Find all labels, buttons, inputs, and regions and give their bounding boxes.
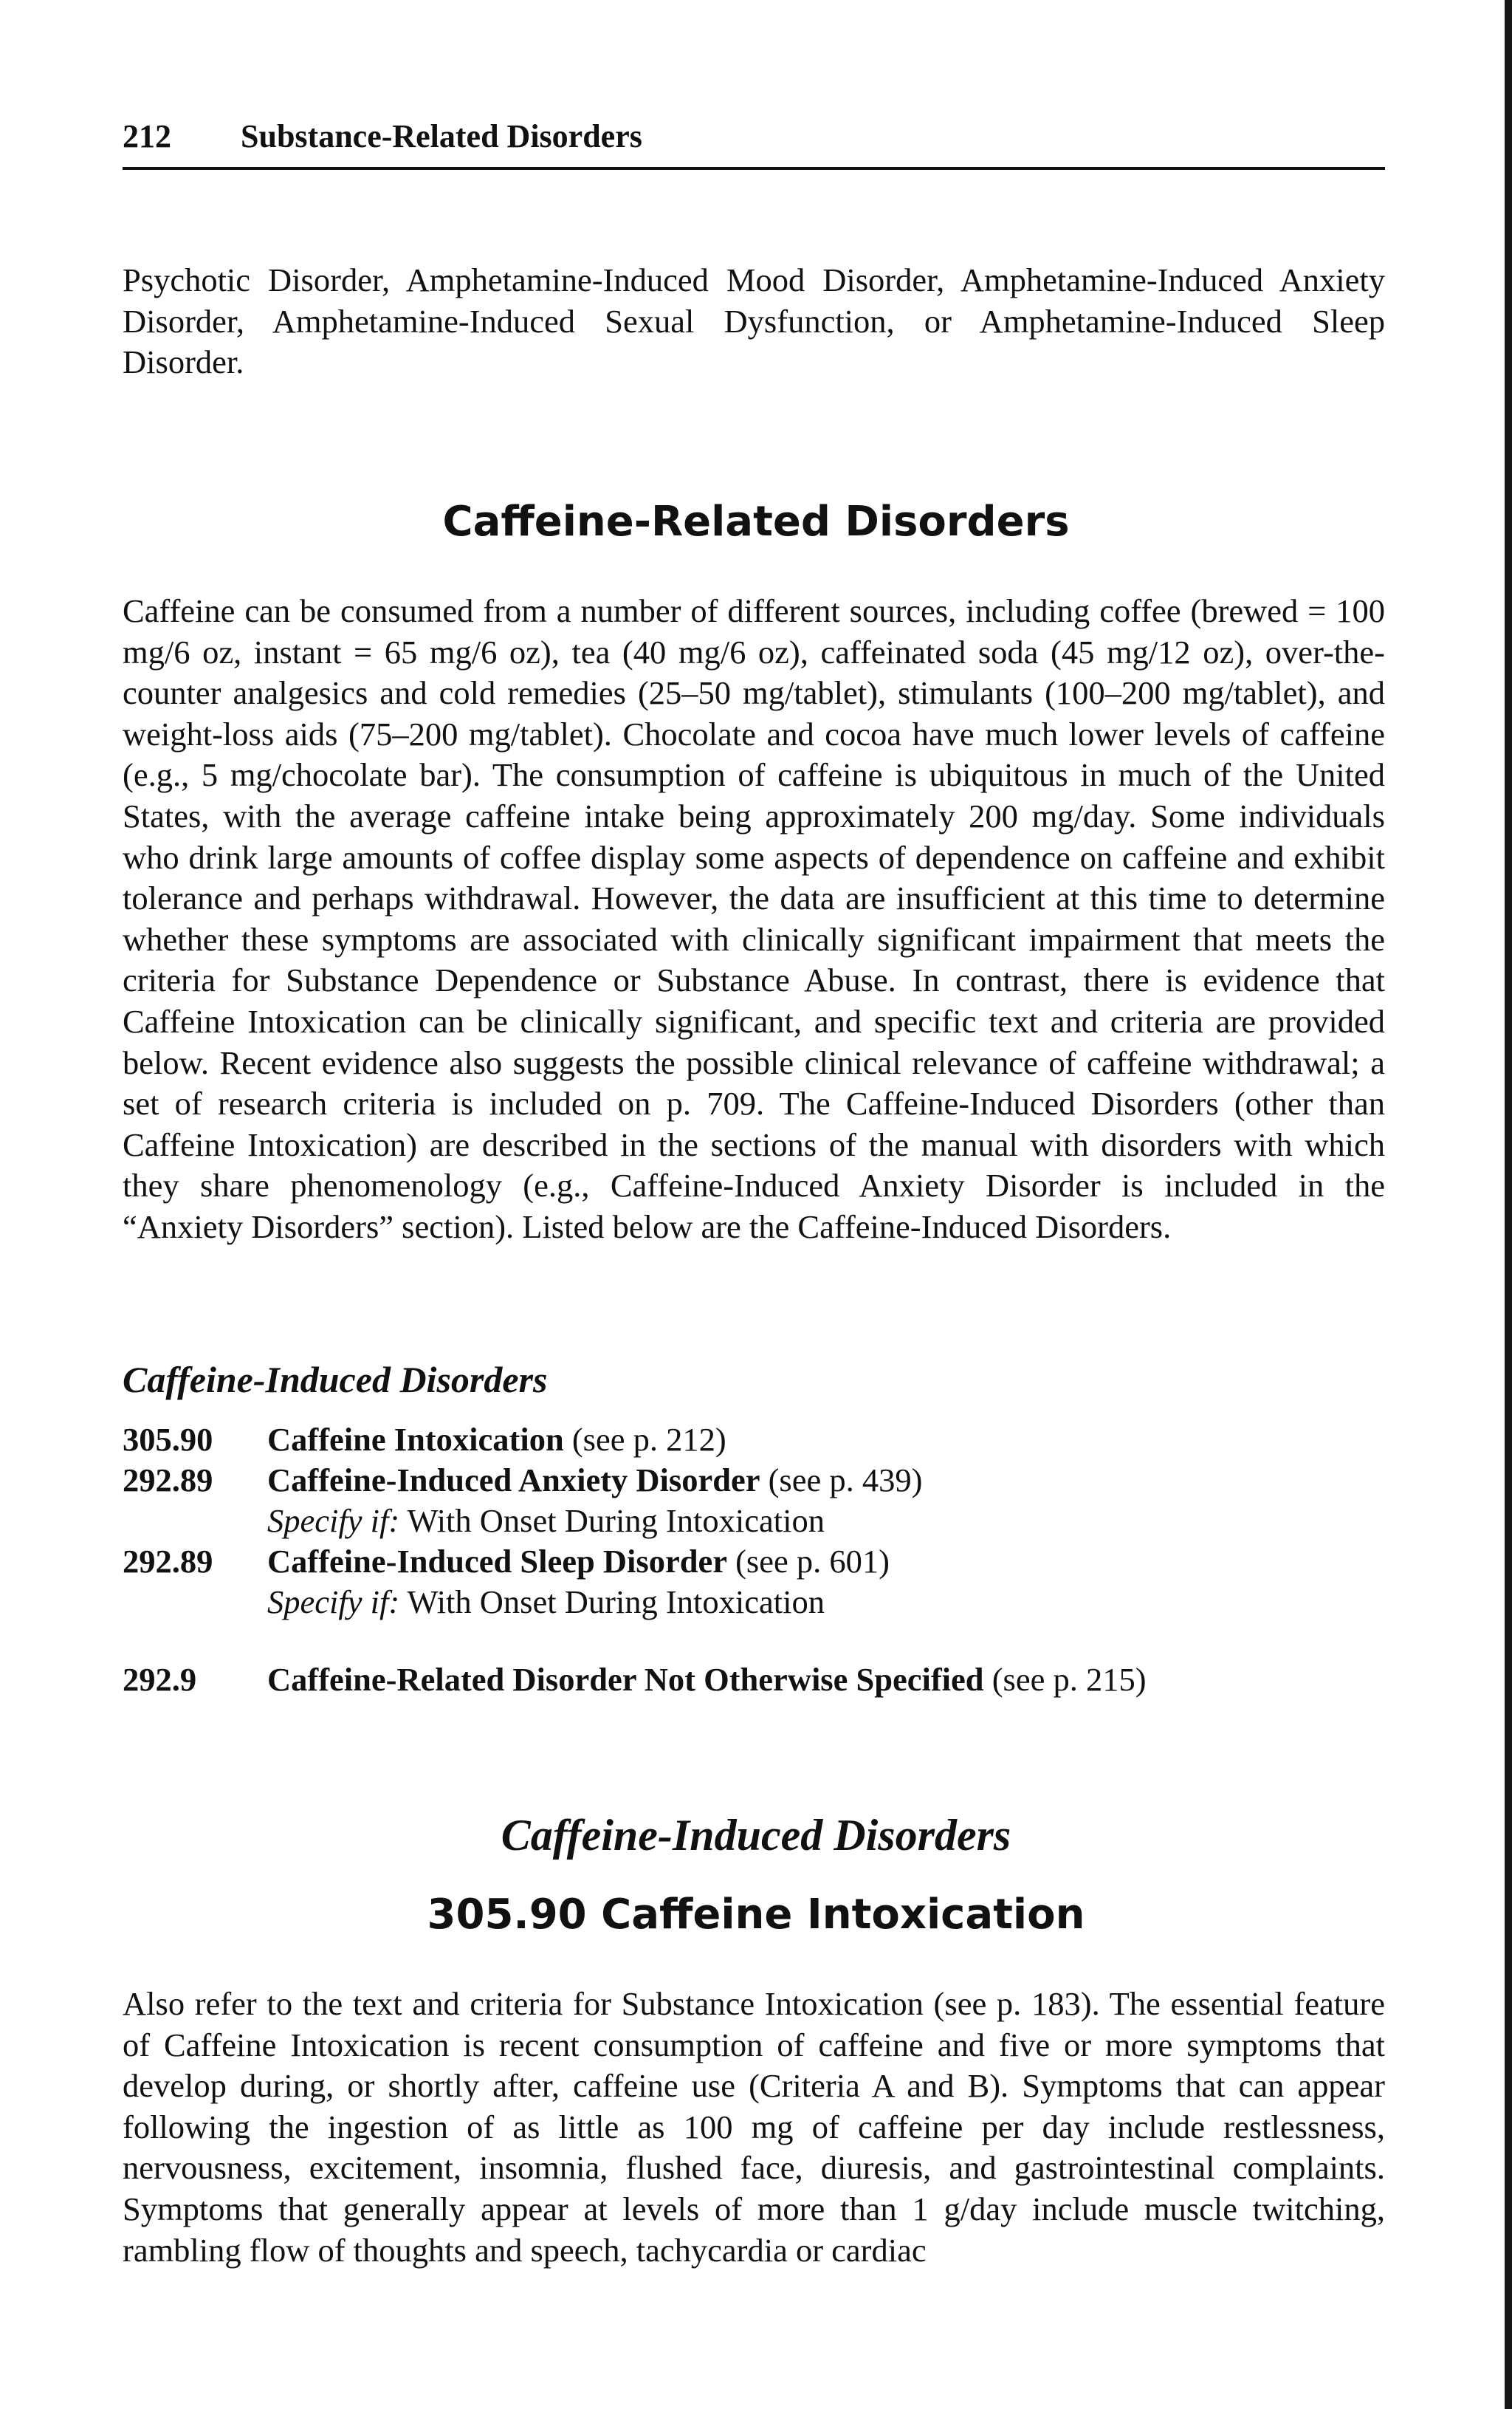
disorder-list bbox=[123, 1419, 1392, 1700]
list-item bbox=[123, 1541, 1392, 1582]
diagnostic-code: 292.89 bbox=[123, 1543, 213, 1580]
page-edge-shadow bbox=[1505, 0, 1512, 2409]
list-item bbox=[123, 1419, 1392, 1460]
specifier-line bbox=[123, 1582, 1392, 1622]
list-item bbox=[123, 1460, 1392, 1501]
intro-paragraph: Caffeine can be consumed from a number of different sources, including coffee (brewed = 100 mg/6 oz, instant = 65 mg/6 oz), tea (40 mg/6 oz), caffeinated soda (45 mg/12 oz), over-the-counter analgesics and cold remedies (25–50 mg/tablet), stimulants (100–200 mg/tablet), and weight-loss aids (75–200 mg/tablet). Chocolate and cocoa have much lower levels of caffeine (e.g., 5 mg/chocolate bar). The consumption of caffeine is ubiquitous in much of the United States, with the average caffeine intake being approximately 200 mg/day. Some individuals who drink large amounts of coffee display some aspects of dependence on caffeine and exhibit tolerance and perhaps withdrawal. However, the data are insufficient at this time to determine whether these symptoms are associated with clinically significant impairment that meets the criteria for Substance Dependence or Substance Abuse. In contrast, there is evidence that Caffeine Intoxication can be clinically significant, and specific text and criteria are provided below. Recent evidence also suggests the possible clinical relevance of caffeine withdrawal; a set of research criteria is included on p. 709. The Caffeine-Induced Disorders (other than Caffeine Intoxication) are described in the sections of the manual with disorders with which they share phenomenology (e.g., Caffeine-Induced Anxiety Disorder is included in the “Anxiety Disorders” section). Listed below are the Caffeine-Induced Disorders. bbox=[123, 592, 1385, 1245]
page-reference: (see p. 439) bbox=[760, 1461, 923, 1498]
list-heading: Caffeine-Induced Disorders bbox=[123, 1359, 548, 1400]
specifier-text: With Onset During Intoxication bbox=[399, 1502, 825, 1539]
page-reference: (see p. 601) bbox=[726, 1543, 890, 1580]
final-paragraph: Also refer to the text and criteria for Substance Intoxication (see p. 183). The essential feature of Caffeine Intoxication is recent consumption of caffeine and five or more symptoms that develop during, or shortly after, caffeine use (Criteria A and B). Symptoms that can appear following the ingestion of as little as 100 mg of caffeine per day include restlessness, nervousness, excitement, insomnia, flushed face, diuresis, and gastrointestinal complaints. Symptoms that generally appear at levels of more than 1 g/day include muscle twitching, rambling flow of thoughts and speech, tachycardia or cardiac bbox=[123, 1985, 1385, 2269]
disorder-name: Caffeine-Induced Anxiety Disorder bbox=[267, 1461, 760, 1498]
subsection-heading: Caffeine-Induced Disorders bbox=[501, 1811, 1011, 1860]
specify-if-label: Specify if: bbox=[267, 1502, 400, 1539]
disorder-name: Caffeine-Induced Sleep Disorder bbox=[267, 1543, 727, 1580]
disorder-name: Caffeine Intoxication bbox=[267, 1421, 564, 1458]
diagnostic-code: 292.89 bbox=[123, 1461, 213, 1498]
diagnostic-code: 292.9 bbox=[123, 1661, 197, 1698]
page-number: 212 bbox=[123, 118, 171, 154]
running-head-title: Substance-Related Disorders bbox=[241, 118, 642, 154]
specifier-text: With Onset During Intoxication bbox=[399, 1583, 825, 1620]
diagnostic-code: 305.90 bbox=[123, 1421, 213, 1458]
continuation-paragraph: Psychotic Disorder, Amphetamine-Induced Mood Disorder, Amphetamine-Induced Anxiety Disorder, Amphetamine-Induced Sexual Dysfunction, or Amphetamine-Induced Sleep Disorder. bbox=[123, 261, 1385, 381]
page-reference: (see p. 215) bbox=[983, 1661, 1147, 1698]
section-heading: Caffeine-Related Disorders bbox=[442, 498, 1070, 546]
diagnosis-heading: 305.90 Caffeine Intoxication bbox=[427, 1891, 1085, 1939]
header-rule bbox=[123, 167, 1385, 170]
list-item bbox=[123, 1659, 1392, 1700]
specify-if-label: Specify if: bbox=[267, 1583, 400, 1620]
running-head bbox=[123, 111, 1385, 162]
page-reference: (see p. 212) bbox=[563, 1421, 726, 1458]
specifier-line bbox=[123, 1501, 1392, 1541]
disorder-name: Caffeine-Related Disorder Not Otherwise Specified bbox=[267, 1661, 984, 1698]
